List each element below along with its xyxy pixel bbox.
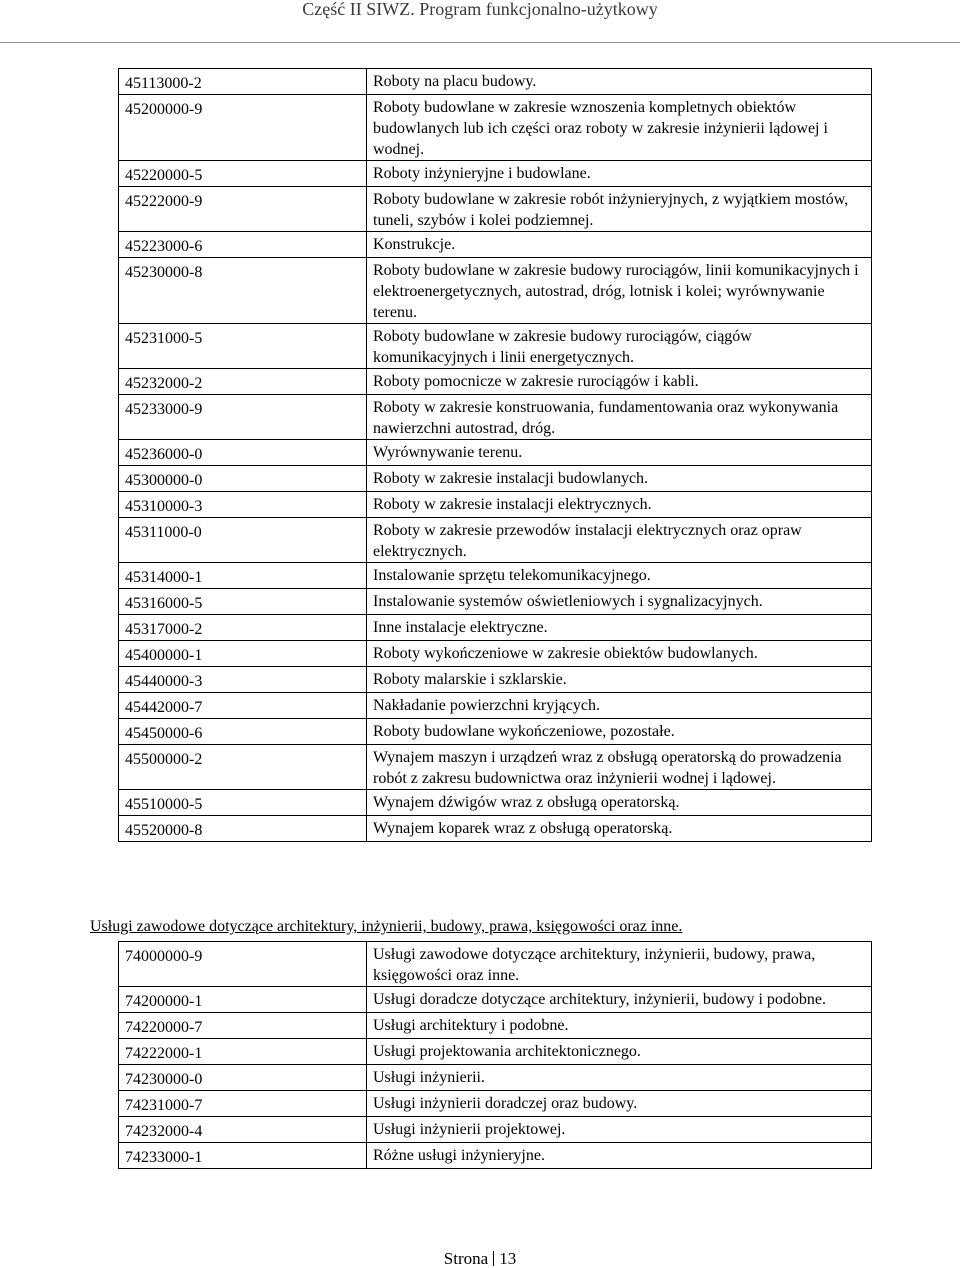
header-divider bbox=[0, 42, 960, 43]
table-row bbox=[119, 232, 872, 258]
table-row bbox=[119, 1117, 872, 1143]
table-row bbox=[119, 1013, 872, 1039]
cpv-code-cell: 45520000-8 bbox=[119, 816, 367, 842]
description-cell: Instalowanie systemów oświetleniowych i sygnalizacyjnych. bbox=[367, 589, 872, 615]
page-header bbox=[0, 0, 960, 40]
page-number: 13 bbox=[499, 1249, 517, 1268]
description-cell: Roboty pomocnicze w zakresie rurociągów i kabli. bbox=[367, 369, 872, 395]
table-body bbox=[119, 942, 872, 1169]
cpv-codes-table-professional-services bbox=[118, 941, 872, 1169]
cpv-code-cell: 45314000-1 bbox=[119, 563, 367, 589]
table-row bbox=[119, 187, 872, 232]
cpv-code-cell: 45300000-0 bbox=[119, 466, 367, 492]
table-row bbox=[119, 719, 872, 745]
description-cell: Roboty w zakresie instalacji elektrycznych. bbox=[367, 492, 872, 518]
description-cell: Roboty na placu budowy. bbox=[367, 69, 872, 95]
cpv-code-cell: 45310000-3 bbox=[119, 492, 367, 518]
cpv-code-cell: 45500000-2 bbox=[119, 745, 367, 790]
table-row bbox=[119, 1039, 872, 1065]
cpv-code-cell: 45231000-5 bbox=[119, 324, 367, 369]
table-row bbox=[119, 816, 872, 842]
cpv-code-cell: 74233000-1 bbox=[119, 1143, 367, 1169]
cpv-code-cell: 45236000-0 bbox=[119, 440, 367, 466]
description-cell: Roboty malarskie i szklarskie. bbox=[367, 667, 872, 693]
description-cell: Roboty budowlane w zakresie wznoszenia kompletnych obiektów budowlanych lub ich części oraz roboty w zakresie inżynierii lądowej i wodnej. bbox=[367, 95, 872, 161]
table-row bbox=[119, 369, 872, 395]
description-cell: Roboty budowlane w zakresie robót inżynieryjnych, z wyjątkiem mostów, tuneli, szybów i kolei podziemnej. bbox=[367, 187, 872, 232]
table-row bbox=[119, 518, 872, 563]
description-cell: Roboty w zakresie konstruowania, fundamentowania oraz wykonywania nawierzchni autostrad, dróg. bbox=[367, 395, 872, 440]
description-cell: Usługi doradcze dotyczące architektury, inżynierii, budowy i podobne. bbox=[367, 987, 872, 1013]
description-cell: Usługi inżynierii. bbox=[367, 1065, 872, 1091]
cpv-code-cell: 45317000-2 bbox=[119, 615, 367, 641]
description-cell: Usługi inżynierii doradczej oraz budowy. bbox=[367, 1091, 872, 1117]
table-row bbox=[119, 667, 872, 693]
description-cell: Nakładanie powierzchni kryjących. bbox=[367, 693, 872, 719]
table-row bbox=[119, 615, 872, 641]
table-row bbox=[119, 589, 872, 615]
table-row bbox=[119, 1143, 872, 1169]
cpv-code-cell: 45223000-6 bbox=[119, 232, 367, 258]
cpv-code-cell: 74231000-7 bbox=[119, 1091, 367, 1117]
cpv-code-cell: 74232000-4 bbox=[119, 1117, 367, 1143]
cpv-code-cell: 45200000-9 bbox=[119, 95, 367, 161]
page-label: Strona bbox=[443, 1249, 489, 1268]
table-row bbox=[119, 1065, 872, 1091]
table-row bbox=[119, 95, 872, 161]
section-heading: Usługi zawodowe dotyczące architektury, inżynierii, budowy, prawa, księgowości oraz inne. bbox=[90, 918, 683, 935]
cpv-code-cell: 74220000-7 bbox=[119, 1013, 367, 1039]
description-cell: Wynajem dźwigów wraz z obsługą operatorską. bbox=[367, 790, 872, 816]
description-cell: Inne instalacje elektryczne. bbox=[367, 615, 872, 641]
cpv-code-cell: 45220000-5 bbox=[119, 161, 367, 187]
table-row bbox=[119, 324, 872, 369]
cpv-code-cell: 45230000-8 bbox=[119, 258, 367, 324]
table-row bbox=[119, 161, 872, 187]
cpv-code-cell: 74222000-1 bbox=[119, 1039, 367, 1065]
description-cell: Wyrównywanie terenu. bbox=[367, 440, 872, 466]
table-body bbox=[119, 69, 872, 842]
cpv-code-cell: 74200000-1 bbox=[119, 987, 367, 1013]
description-cell: Usługi zawodowe dotyczące architektury, inżynierii, budowy, prawa, księgowości oraz inne. bbox=[367, 942, 872, 987]
description-cell: Różne usługi inżynieryjne. bbox=[367, 1143, 872, 1169]
cpv-code-cell: 74230000-0 bbox=[119, 1065, 367, 1091]
description-cell: Roboty inżynieryjne i budowlane. bbox=[367, 161, 872, 187]
table-row bbox=[119, 745, 872, 790]
table-row bbox=[119, 440, 872, 466]
cpv-code-cell: 45510000-5 bbox=[119, 790, 367, 816]
cpv-code-cell: 45311000-0 bbox=[119, 518, 367, 563]
description-cell: Usługi projektowania architektonicznego. bbox=[367, 1039, 872, 1065]
description-cell: Wynajem maszyn i urządzeń wraz z obsługą operatorską do prowadzenia robót z zakresu budownictwa oraz inżynierii wodnej i lądowej. bbox=[367, 745, 872, 790]
cpv-code-cell: 45400000-1 bbox=[119, 641, 367, 667]
page-footer bbox=[0, 1250, 960, 1267]
table-row bbox=[119, 258, 872, 324]
cpv-code-cell: 45450000-6 bbox=[119, 719, 367, 745]
description-cell: Roboty w zakresie przewodów instalacji elektrycznych oraz opraw elektrycznych. bbox=[367, 518, 872, 563]
table-row bbox=[119, 563, 872, 589]
description-cell: Roboty budowlane w zakresie budowy rurociągów, linii komunikacyjnych i elektroenergetycznych, autostrad, dróg, lotnisk i kolei; wyrównywanie terenu. bbox=[367, 258, 872, 324]
document-title: Część II SIWZ. Program funkcjonalno-użytkowy bbox=[302, 0, 658, 19]
description-cell: Roboty budowlane wykończeniowe, pozostałe. bbox=[367, 719, 872, 745]
cpv-code-cell: 45316000-5 bbox=[119, 589, 367, 615]
description-cell: Wynajem koparek wraz z obsługą operatorską. bbox=[367, 816, 872, 842]
table-row bbox=[119, 69, 872, 95]
table-row bbox=[119, 693, 872, 719]
cpv-code-cell: 45440000-3 bbox=[119, 667, 367, 693]
cpv-code-cell: 45222000-9 bbox=[119, 187, 367, 232]
description-cell: Instalowanie sprzętu telekomunikacyjnego. bbox=[367, 563, 872, 589]
description-cell: Roboty w zakresie instalacji budowlanych. bbox=[367, 466, 872, 492]
cpv-code-cell: 45232000-2 bbox=[119, 369, 367, 395]
table-row bbox=[119, 790, 872, 816]
table-row bbox=[119, 987, 872, 1013]
cpv-code-cell: 45233000-9 bbox=[119, 395, 367, 440]
cpv-codes-table-construction bbox=[118, 68, 872, 842]
table-row bbox=[119, 942, 872, 987]
cpv-code-cell: 45442000-7 bbox=[119, 693, 367, 719]
description-cell: Usługi inżynierii projektowej. bbox=[367, 1117, 872, 1143]
description-cell: Konstrukcje. bbox=[367, 232, 872, 258]
description-cell: Usługi architektury i podobne. bbox=[367, 1013, 872, 1039]
table-row bbox=[119, 1091, 872, 1117]
table-row bbox=[119, 492, 872, 518]
description-cell: Roboty budowlane w zakresie budowy rurociągów, ciągów komunikacyjnych i linii energetycznych. bbox=[367, 324, 872, 369]
table-row bbox=[119, 466, 872, 492]
cpv-code-cell: 74000000-9 bbox=[119, 942, 367, 987]
footer-separator bbox=[493, 1251, 494, 1266]
cpv-code-cell: 45113000-2 bbox=[119, 69, 367, 95]
table-row bbox=[119, 395, 872, 440]
description-cell: Roboty wykończeniowe w zakresie obiektów budowlanych. bbox=[367, 641, 872, 667]
table-row bbox=[119, 641, 872, 667]
